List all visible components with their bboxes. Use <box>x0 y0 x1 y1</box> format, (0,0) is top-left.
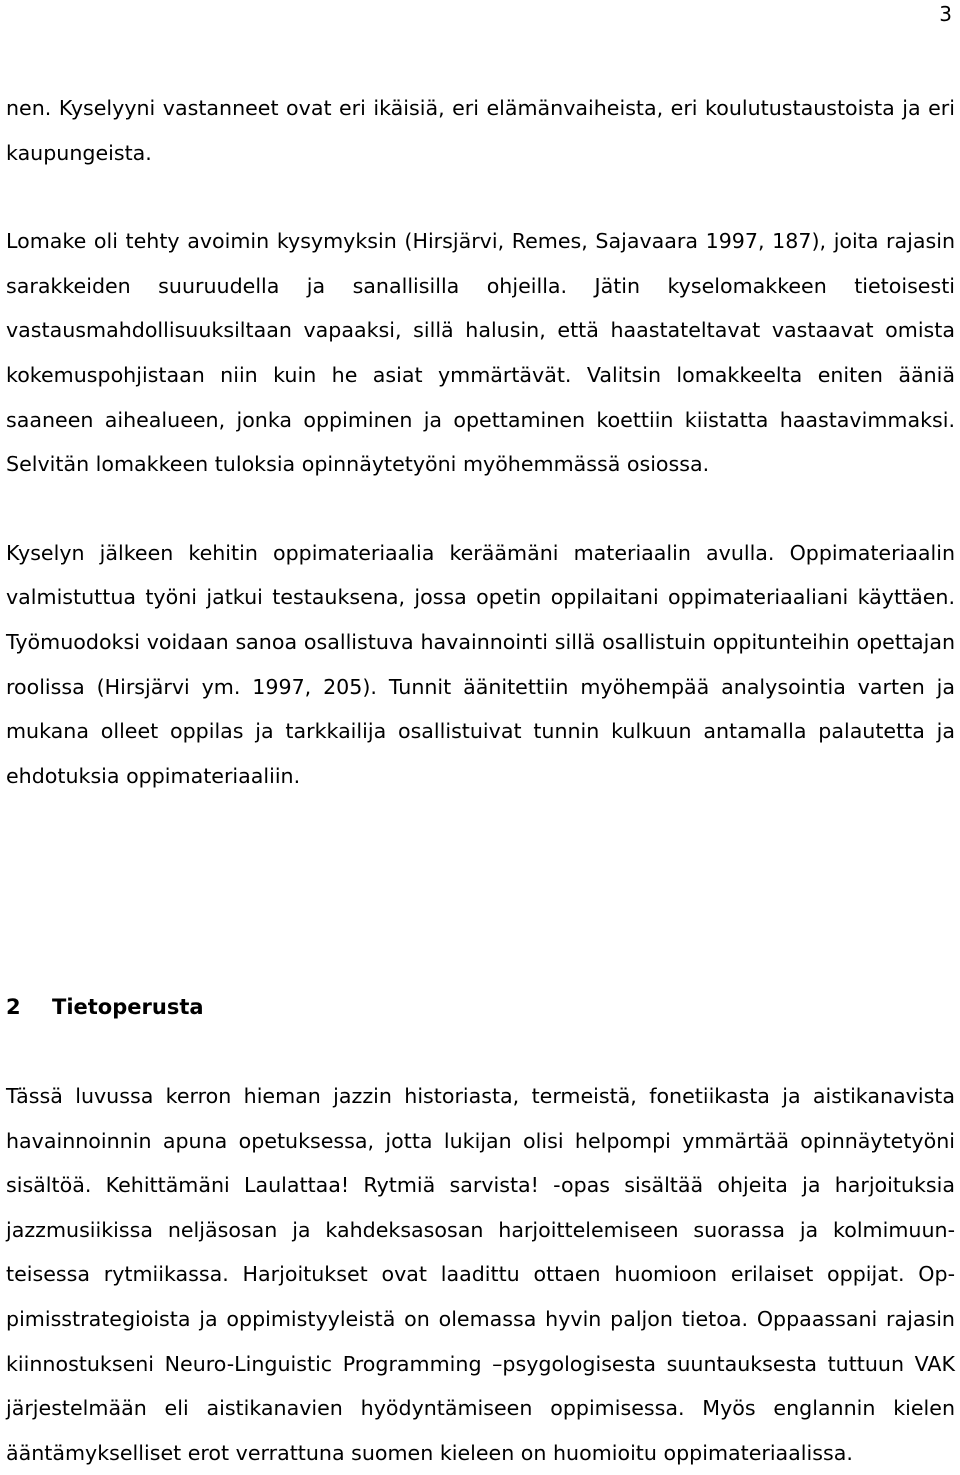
page-number: 3 <box>939 2 952 26</box>
body-text-section <box>6 1074 955 1475</box>
section-number: 2 <box>6 995 21 1019</box>
section-heading <box>6 990 204 1024</box>
paragraph-material-testing: Kyselyn jälkeen kehitin oppimateriaalia keräämäni materiaalin avulla. Oppimateriaalin valmistuttua työni jatkui testauksena, jossa opetin oppilaitani oppimateriaaliani käyttäen. Työmuodoksi voidaan sanoa osallistuva havainnointi sillä osallistuin oppitunteihin opettajan roolissa (Hirsjärvi ym. 1997, 205). Tunnit äänitettiin myöhempää analysointia varten ja mukana olleet oppilas ja tarkkailija osallistuivat tunnin kulkuun antamalla palautetta ja ehdotuksia oppimateriaaliin. <box>6 540 955 788</box>
paragraph-theory-intro: Tässä luvussa kerron hieman jazzin historiasta, termeistä, fonetiikasta ja aistikanavista havainnoinnin apuna opetuksessa, jotta lukijan olisi helpompi ymmärtää opinnäytetyöni sisältöä. Kehittämäni Laulattaa! Rytmiä sarvista! -opas sisältää ohjeita ja harjoituksia jazzmusiikissa neljäsosan ja kahdeksasosan harjoittelemiseen suorassa ja kolmimuunteisessa rytmiikassa. Harjoitukset ovat laadittu ottaen huomioon erilaiset oppijat. Oppimisstrategioista ja oppimistyyleistä on olemassa hyvin paljon tietoa. Oppaassani rajasin kiinnostukseni Neuro-Linguistic Programming –psygologisesta suuntauksesta tuttuun VAK järjestelmään eli aistikanavien hyödyntämiseen oppimisessa. Myös englannin kielen ääntämykselliset erot verrattuna suomen kieleen on huomioitu oppimateriaalissa. <box>6 1084 955 1465</box>
paragraph-respondents: nen. Kyselyyni vastanneet ovat eri ikäisiä, eri elämänvaiheista, eri koulutustaustoista ja eri kaupungeista. <box>6 96 955 165</box>
section-title: Tietoperusta <box>52 995 204 1019</box>
body-text-top <box>6 86 955 798</box>
paragraph-questionnaire: Lomake oli tehty avoimin kysymyksin (Hirsjärvi, Remes, Sajavaara 1997, 187), joita rajasin sarakkeiden suuruudella ja sanallisilla ohjeilla. Jätin kyselomakkeen tietoisesti vastausmahdollisuuksiltaan vapaaksi, sillä halusin, että haastateltavat vastaavat omista kokemuspohjistaan niin kuin he asiat ymmärtävät. Valitsin lomakkeelta eniten ääniä saaneen aihealueen, jonka oppiminen ja opettaminen koettiin kiistatta haastavimmaksi. Selvitän lomakkeen tuloksia opinnäytetyöni myöhemmässä osiossa. <box>6 229 955 477</box>
